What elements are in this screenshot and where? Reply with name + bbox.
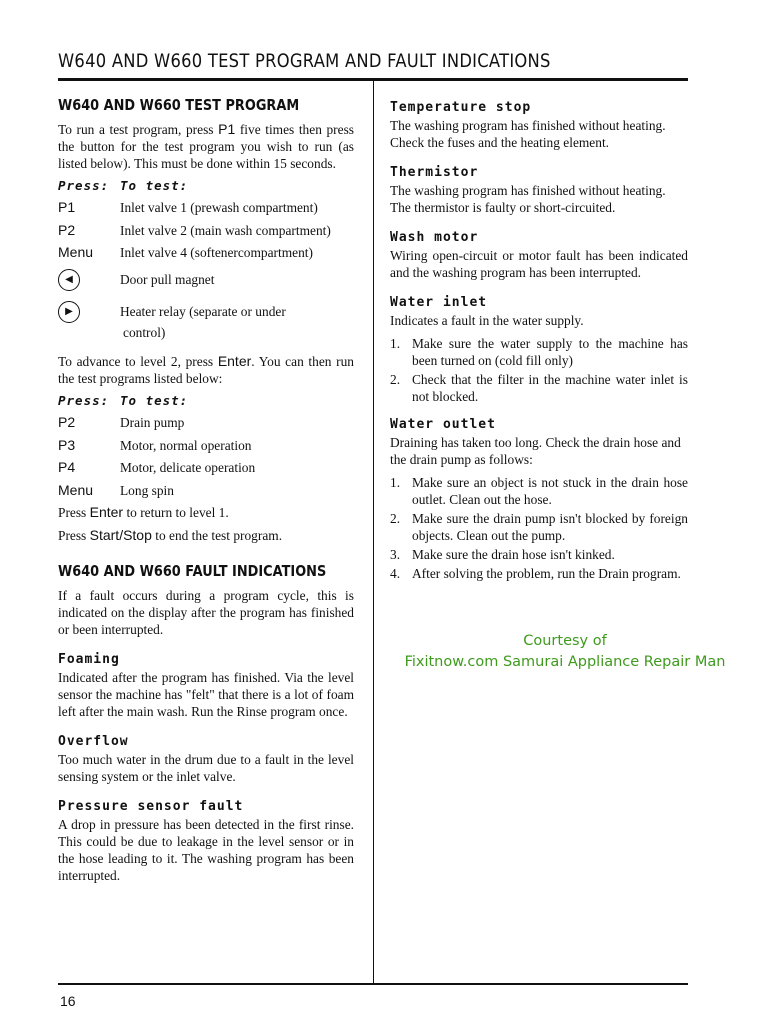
test-row: P4 Motor, delicate operation [58, 459, 256, 475]
return-text: Press Enter to return to level 1. [58, 504, 229, 520]
fault-text: The washing program has finished without heating. Check the fuses and the heating element. [390, 118, 666, 150]
test-row: Menu Inlet valve 4 (softenercompartment) [58, 244, 313, 260]
page-title: W640 AND W660 TEST PROGRAM AND FAULT INDICATIONS [58, 50, 551, 72]
list-item: 1. Make sure an object is not stuck in the drain hose outlet. Clean out the hose. [390, 475, 688, 507]
fault-title: Thermistor [390, 165, 479, 180]
end-text: Press Start/Stop to end the test program. [58, 527, 283, 543]
right-column [390, 100, 688, 584]
column-divider [373, 81, 374, 984]
test-row: P2 Inlet valve 2 (main wash compartment) [58, 221, 331, 238]
list-item: 1. Make sure the water supply to the machine has been turned on (cold fill only) [390, 336, 688, 368]
footer-rule [58, 983, 688, 985]
list-item: 4. After solving the problem, run the Drain program. [390, 566, 681, 581]
fault-title: Water outlet [390, 417, 496, 432]
water-outlet-steps [390, 474, 688, 582]
courtesy-watermark [390, 631, 740, 673]
fault-text: Draining has taken too long. Check the drain hose and the drain pump as follows: [390, 435, 681, 467]
fault-text: Indicates a fault in the water supply. [390, 313, 584, 328]
test-program-intro: To run a test program, press P1 five times then press the button for the test program you wish to run (as listed below). This must be done within 15 seconds. [58, 121, 354, 171]
list-item: 2. Make sure the drain pump isn't blocked by foreign objects. Clean out the pump. [390, 511, 688, 543]
water-inlet-steps [390, 335, 688, 405]
test-row: ◀ Door pull magnet [58, 269, 354, 291]
fault-text: Too much water in the drum due to a fault in the level sensing system or the inlet valve. [58, 752, 354, 784]
courtesy-source: Fixitnow.com Samurai Appliance Repair Man [404, 654, 726, 670]
test-row: P3 Motor, normal operation [58, 436, 252, 453]
courtesy-line: Courtesy of [523, 633, 607, 649]
test-row: ▶ Heater relay (separate or under control) [58, 301, 354, 343]
fault-text: Wiring open-circuit or motor fault has been indicated and the washing program has been interrupted. [390, 248, 688, 280]
press-header [58, 178, 354, 193]
fault-text: The washing program has finished without heating. The thermistor is faulty or short-circuited. [390, 183, 666, 215]
test-row: Menu Long spin [58, 481, 174, 498]
right-arrow-icon: ▶ [58, 301, 80, 323]
list-item: 2. Check that the filter in the machine water inlet is not blocked. [390, 372, 688, 404]
list-item: 3. Make sure the drain hose isn't kinked. [390, 547, 615, 562]
fault-title: Foaming [58, 652, 120, 667]
test-program-heading: W640 AND W660 TEST PROGRAM [58, 96, 300, 114]
press-header: Press: To test: [58, 393, 189, 408]
page-number: 16 [60, 993, 76, 1009]
test-row: P1 Inlet valve 1 (prewash compartment) [58, 199, 318, 215]
left-arrow-icon: ◀ [58, 269, 80, 291]
test-row: P2 Drain pump [58, 414, 185, 430]
fault-heading: W640 AND W660 FAULT INDICATIONS [58, 562, 327, 580]
left-column [58, 96, 354, 884]
advance-text: To advance to level 2, press Enter. You can then run the test programs listed below: [58, 353, 355, 386]
press-label: Press: [58, 178, 110, 193]
fault-title: Overflow [58, 734, 129, 749]
fault-text: Indicated after the program has finished. Via the level sensor the machine has "felt" that there is a lot of foam left after the main wash. Run the Rinse program once. [58, 670, 354, 719]
fault-title: Pressure sensor fault [58, 799, 244, 814]
test-label: To test: [120, 178, 189, 193]
fault-text: A drop in pressure has been detected in the first rinse. This could be due to leakage in the level sensor or in the hose leading to it. The washing program has been interrupted. [58, 817, 354, 883]
fault-intro: If a fault occurs during a program cycle, this is indicated on the display after the program has finished or been interrupted. [58, 588, 354, 637]
fault-title: Temperature stop [390, 100, 532, 115]
fault-title: Wash motor [390, 230, 479, 245]
fault-title: Water inlet [390, 295, 488, 310]
